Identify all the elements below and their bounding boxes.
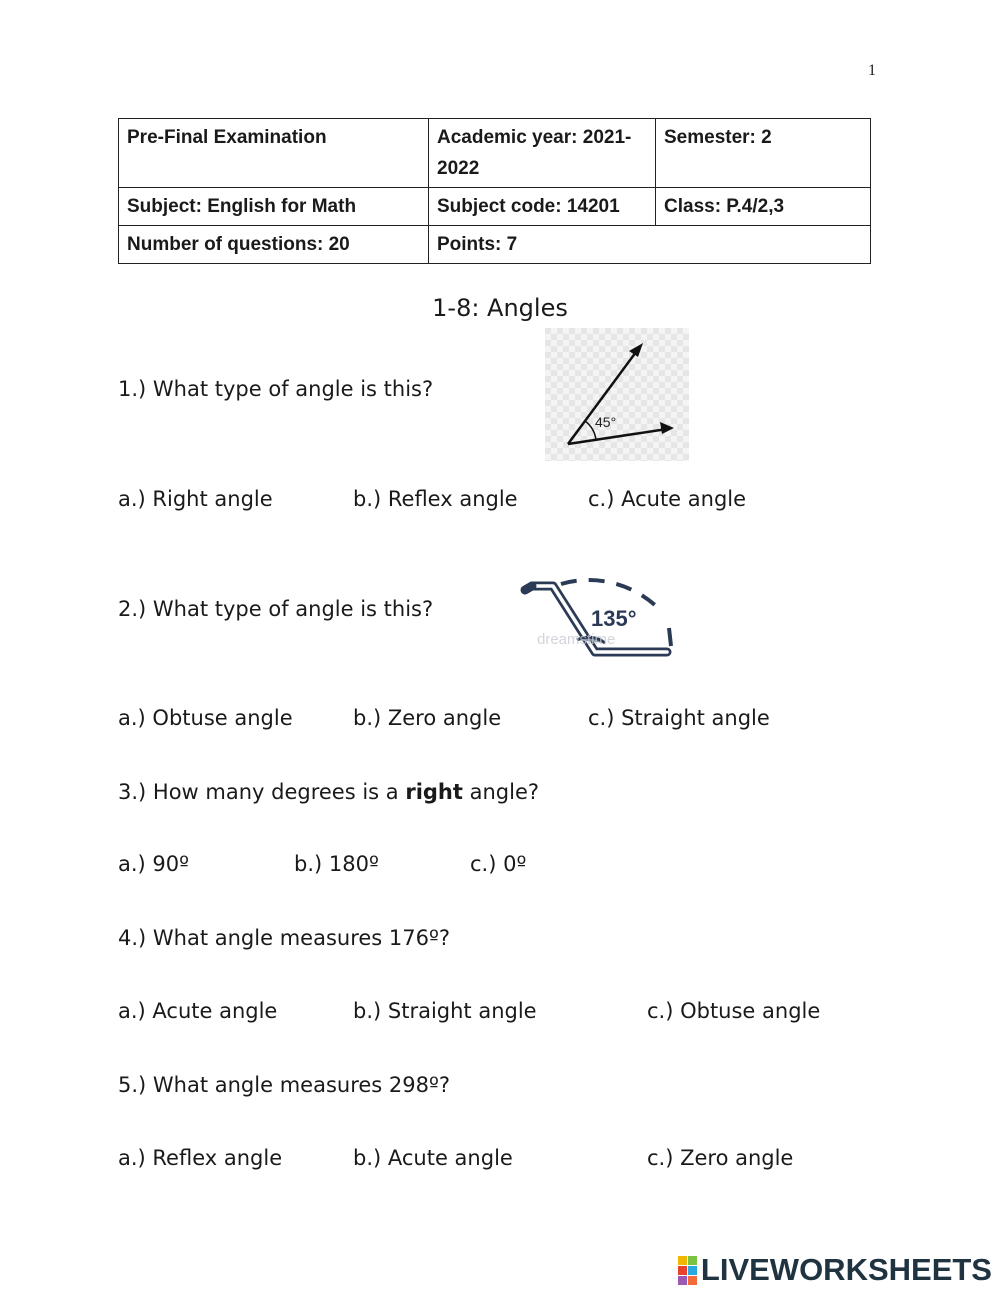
option-4a[interactable]: a.) Acute angle: [118, 999, 278, 1023]
angle-label: 135°: [591, 606, 637, 631]
logo-text: LIVEWORKSHEETS: [700, 1252, 992, 1287]
watermark: dreamstime: [537, 631, 616, 648]
acute-angle-figure: [545, 328, 689, 461]
angle-label: 45°: [595, 414, 617, 430]
section-title: 1-8: Angles: [432, 294, 568, 322]
option-3b[interactable]: b.) 180º: [294, 852, 379, 876]
page-number: 1: [868, 62, 876, 79]
question-5: 5.) What angle measures 298º?: [118, 1073, 451, 1097]
option-2c[interactable]: c.) Straight angle: [588, 706, 770, 730]
table-row: [119, 226, 871, 264]
option-1c[interactable]: c.) Acute angle: [588, 487, 747, 511]
academic-year-cell: Academic year: 2021-2022: [429, 119, 656, 188]
class-cell: Class: P.4/2,3: [656, 188, 871, 226]
option-5a[interactable]: a.) Reflex angle: [118, 1146, 283, 1170]
option-1a[interactable]: a.) Right angle: [118, 487, 273, 511]
question-3-text: 3.) How many degrees is a: [118, 780, 406, 804]
exam-header-table: [118, 118, 871, 264]
question-3-emphasis: right: [405, 780, 463, 804]
option-5b[interactable]: b.) Acute angle: [353, 1146, 513, 1170]
subject-code-cell: Subject code: 14201: [429, 188, 656, 226]
option-3a[interactable]: a.) 90º: [118, 852, 190, 876]
option-4c[interactable]: c.) Obtuse angle: [647, 999, 821, 1023]
option-3c[interactable]: c.) 0º: [470, 852, 527, 876]
question-1: 1.) What type of angle is this?: [118, 377, 434, 401]
option-2a[interactable]: a.) Obtuse angle: [118, 706, 293, 730]
table-row: [119, 119, 871, 188]
semester-cell: Semester: 2: [656, 119, 871, 188]
liveworksheets-logo[interactable]: [678, 1253, 992, 1287]
table-row: [119, 188, 871, 226]
question-count-cell: Number of questions: 20: [119, 226, 429, 264]
subject-cell: Subject: English for Math: [119, 188, 429, 226]
option-1b[interactable]: b.) Reflex angle: [353, 487, 518, 511]
points-cell: Points: 7: [429, 226, 871, 264]
option-5c[interactable]: c.) Zero angle: [647, 1146, 794, 1170]
question-3-text-end: angle?: [462, 780, 540, 804]
obtuse-angle-figure: [495, 548, 720, 678]
option-2b[interactable]: b.) Zero angle: [353, 706, 502, 730]
liveworksheets-logo-icon: [678, 1256, 697, 1285]
question-3: [118, 780, 539, 804]
question-4: 4.) What angle measures 176º?: [118, 926, 451, 950]
question-2: 2.) What type of angle is this?: [118, 597, 434, 621]
exam-title-cell: Pre-Final Examination: [119, 119, 429, 188]
option-4b[interactable]: b.) Straight angle: [353, 999, 537, 1023]
